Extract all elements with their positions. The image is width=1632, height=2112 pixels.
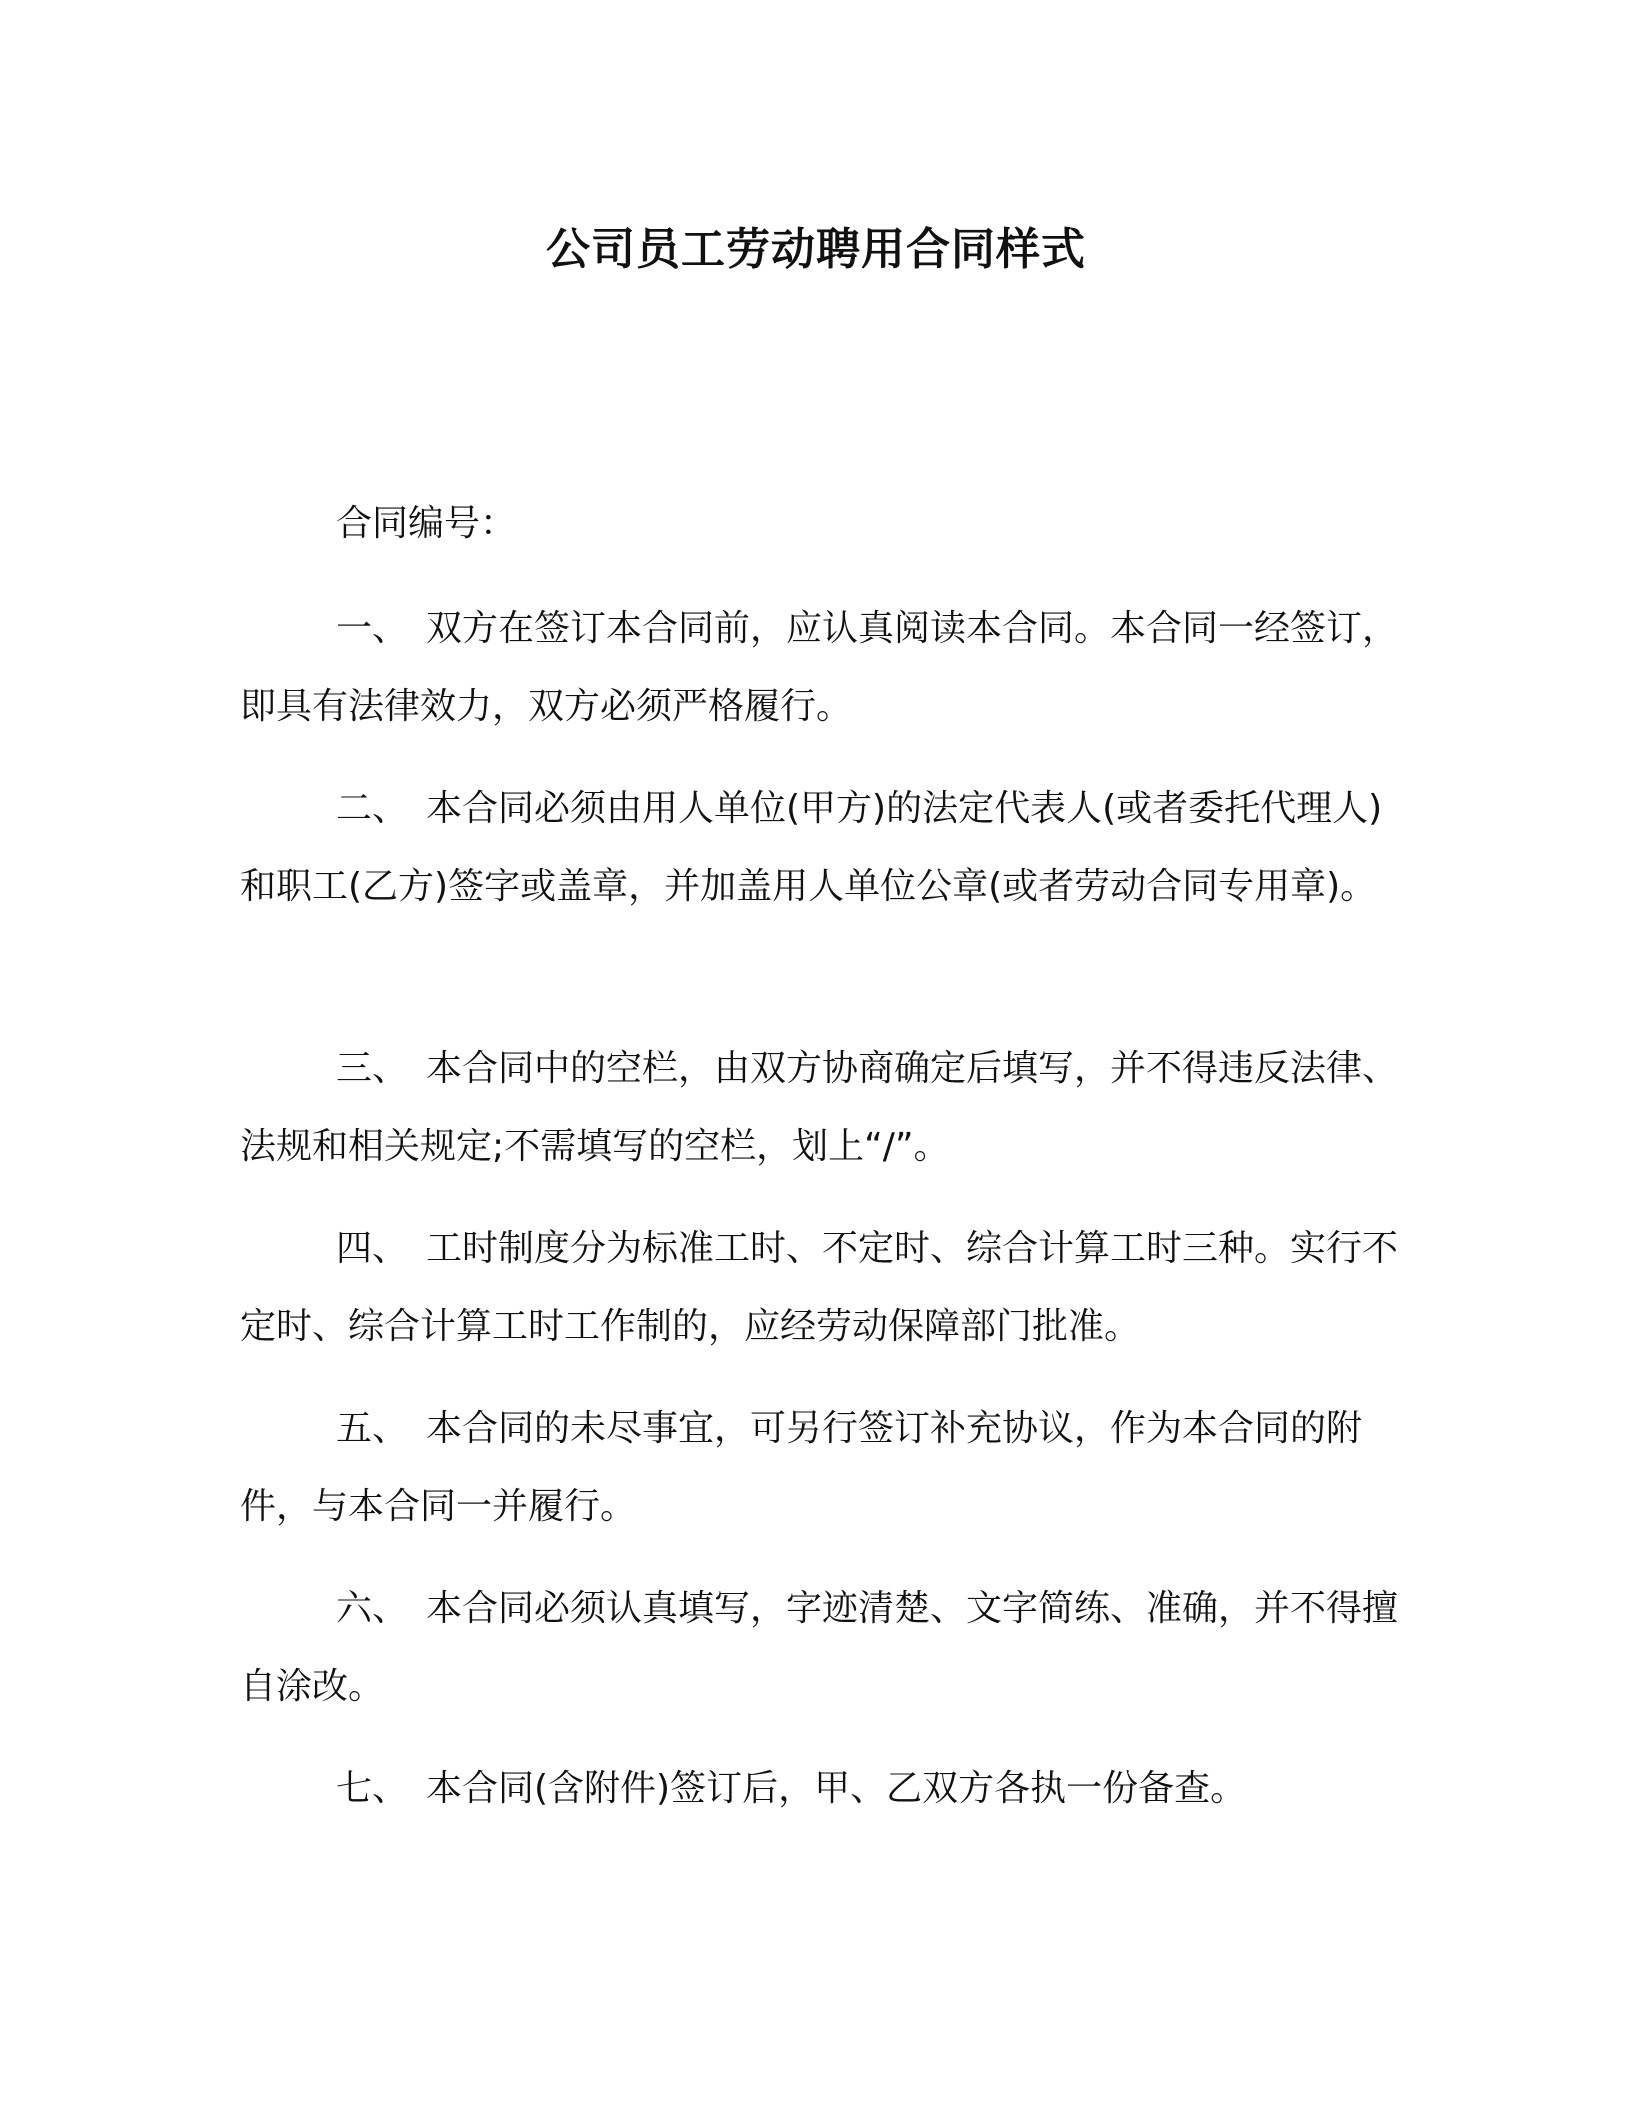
clause-5 (240, 1390, 1410, 1546)
clause-text: 双方在签订本合同前，应认真阅读本合同。本合同一经签订，即具有法律效力，双方必须严格履行。 (240, 608, 1399, 727)
clause-text: 本合同(含附件)签订后，甲、乙双方各执一份备查。 (426, 1768, 1247, 1809)
document-title: 公司员工劳动聘用合同样式 (546, 224, 1086, 275)
clause-text: 本合同必须认真填写，字迹清楚、文字简练、准确，并不得擅自涂改。 (240, 1588, 1399, 1707)
clause-text: 本合同的未尽事宜，可另行签订补充协议，作为本合同的附件，与本合同一并履行。 (240, 1408, 1363, 1527)
clause-6 (240, 1570, 1410, 1726)
clause-number: 三、 (336, 1048, 409, 1089)
clause-1 (240, 590, 1410, 746)
clause-number: 六、 (336, 1588, 409, 1629)
clause-text: 本合同必须由用人单位(甲方)的法定代表人(或者委托代理人)和职工(乙方)签字或盖章，并加盖用人单位公章(或者劳动合同专用章)。 (240, 788, 1383, 907)
clause-text: 本合同中的空栏，由双方协商确定后填写，并不得违反法律、法规和相关规定;不需填写的空栏，划上“/”。 (240, 1048, 1399, 1167)
clause-number: 五、 (336, 1408, 409, 1449)
clause-number: 二、 (336, 788, 409, 829)
clause-2 (240, 770, 1410, 926)
clause-number: 四、 (336, 1228, 409, 1269)
clause-number: 七、 (336, 1768, 409, 1809)
contract-number-label: 合同编号： (336, 503, 517, 544)
clause-4 (240, 1210, 1410, 1366)
clause-number: 一、 (336, 608, 409, 649)
clause-text: 工时制度分为标准工时、不定时、综合计算工时三种。实行不定时、综合计算工时工作制的，应经劳动保障部门批准。 (240, 1228, 1399, 1347)
clause-3 (240, 1030, 1410, 1186)
clause-7 (240, 1750, 1410, 1828)
